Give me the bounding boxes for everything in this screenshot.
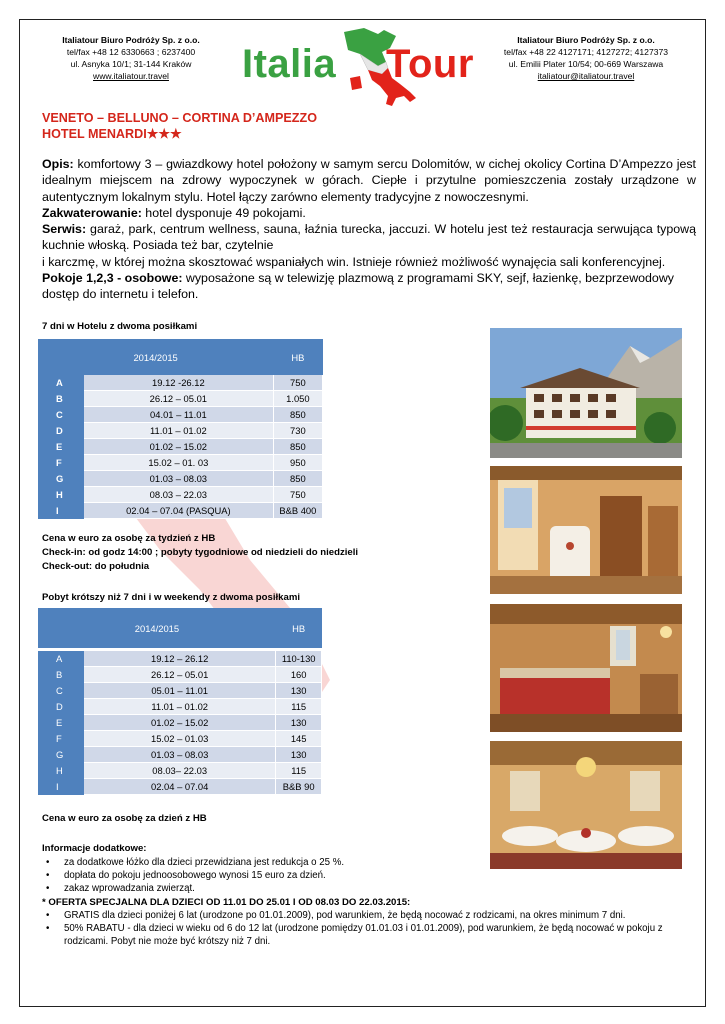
table2-header-period: 2014/2015 [38,608,276,648]
table-cell: 115 [276,763,322,779]
table-cell: 05.01 – 11.01 [84,683,276,699]
table-cell: 115 [276,699,322,715]
table-row [38,423,323,439]
table1-header-period: 2014/2015 [38,339,273,375]
table-cell: 19.12 – 26.12 [84,651,276,667]
table-row [38,407,323,423]
table-cell: 160 [276,667,322,683]
list-item: • dopłata do pokoju jednoosobowego wynosi 15 euro za dzień. [46,870,326,881]
list-item: • zakaz wprowadzania zwierząt. [46,883,195,894]
season-letter: A [38,651,84,667]
table-row [38,731,322,747]
hotel-description [42,156,696,303]
address: ul. Emilii Plater 10/54; 00-669 Warszawa [508,59,664,69]
zakw-label: Zakwaterowanie: [42,205,142,220]
table-row [38,683,322,699]
table-cell: 110-130 [276,651,322,667]
email-link[interactable]: italiatour@italiatour.travel [537,71,635,81]
season-letter: A [38,375,84,391]
table-cell: 04.01 – 11.01 [84,407,273,423]
website-link[interactable]: www.italiatour.travel [93,71,169,81]
season-letter: I [38,503,84,519]
table-cell: 02.04 – 07.04 [84,779,276,795]
checkin-note: Check-in: od godz 14:00 ; pobyty tygodniowe od niedzieli do niedzieli [42,547,359,558]
logo-word-italia: Italia [242,42,337,86]
season-letter: G [38,747,84,763]
hotel-room-photo [490,604,682,732]
season-letter: I [38,779,84,795]
price-note: Cena w euro za osobę za tydzień z HB [42,533,216,544]
table1-header-price: HB [273,339,322,375]
address: ul. Asnyka 10/1; 31-144 Kraków [70,59,192,69]
hotel-exterior-photo [490,328,682,458]
table-cell: 19.12 -26.12 [84,375,273,391]
list-item: • 50% RABATU - dla dzieci w wieku od 6 do 12 lat (urodzone pomiędzy 01.01.03 i 01.01.2009), pod warunkiem, że będą nocować w pokoju z rodzicami. Pobyt nie może być krótszy niż 7 dni. [46,923,663,947]
season-letter: C [38,683,84,699]
season-letter: H [38,763,84,779]
serwis-text: garaż, park, centrum wellness, sauna, łaźnia turecka, jaccuzi. W hotelu jest też restauracja serwująca typową kuchnie włoską. Posiada też bar, czytelnie [42,222,696,253]
table-cell: 11.01 – 01.02 [84,699,276,715]
italiatour-logo [238,24,474,110]
table-cell: 1.050 [273,391,322,407]
table-cell: 01.02 – 15.02 [84,439,273,455]
page-title [42,111,442,142]
table-row [38,391,323,407]
table-cell: 01.03 – 08.03 [84,747,276,763]
special-offer-heading: * OFERTA SPECJALNA DLA DZIECI OD 11.01 DO 25.01 I OD 08.03 DO 22.03.2015: [42,897,411,908]
phone: tel/fax +48 12 6330663 ; 6237400 [66,47,196,57]
table-cell: 130 [276,683,322,699]
table-cell: 850 [273,407,322,423]
season-letter: E [38,715,84,731]
serwis-text-2: i karczmę, w której można skosztować wspaniałych win. Istnieje również możliwość wynajęcia sali konferencyjnej. [42,254,666,269]
table-cell: 130 [276,747,322,763]
serwis-label: Serwis: [42,222,87,237]
table-row [38,375,323,391]
table-cell: 750 [273,375,322,391]
table-row [38,667,322,683]
season-letter: F [38,455,84,471]
company-name: Italiatour Biuro Podróży Sp. z o.o. [62,35,200,45]
table-row [38,715,322,731]
table-cell: 730 [273,423,322,439]
table-cell: 750 [273,487,322,503]
season-letter: F [38,731,84,747]
hotel-stars: ★★★ [146,126,182,141]
table-cell: 02.04 – 07.04 (PASQUA) [84,503,273,519]
additional-info-heading: Informacje dodatkowe: [42,843,147,854]
season-letter: E [38,439,84,455]
table-cell: 08.03– 22.03 [84,763,276,779]
table-cell: B&B 90 [276,779,322,795]
table-row [38,487,323,503]
price-table-weekly [38,339,323,519]
season-letter: B [38,391,84,407]
table-row [38,747,322,763]
season-letter: D [38,699,84,715]
season-letter: B [38,667,84,683]
hotel-restaurant-photo [490,741,682,869]
phone: tel/fax +48 22 4127171; 4127272; 4127373 [503,47,669,57]
logo-word-tour: Tour [386,42,474,86]
table2-header-price: HB [276,608,322,648]
price-table-daily [38,608,322,795]
opis-text: komfortowy 3 – gwiazdkowy hotel położony w samym sercu Dolomitów, w cichej okolicy Cortina D’Ampezzo jest idealnym miejscem na zdrowy wypoczynek w górach. Ciepłe i przytulne pomieszczenia zostały urządzone w autentycznym lokalnym stylu. Hotel łączy zarówno elementy tradycyjne z nowoczesnymi. [42,157,696,204]
table-cell: 15.02 – 01.03 [84,731,276,747]
table-cell: 26.12 – 05.01 [84,667,276,683]
opis-label: Opis: [42,157,74,171]
weekly-info [42,532,358,574]
table-cell: B&B 400 [273,503,322,519]
table-cell: 130 [276,715,322,731]
table-cell: 850 [273,439,322,455]
season-letter: H [38,487,84,503]
table-cell: 01.02 – 15.02 [84,715,276,731]
table-cell: 15.02 – 01. 03 [84,455,273,471]
checkout-note: Check-out: do południa [42,561,150,572]
table-cell: 145 [276,731,322,747]
header-left [46,34,216,82]
table-row [38,439,323,455]
table2-caption: Pobyt krótszy niż 7 dni i w weekendy z dwoma posiłkami [42,592,301,603]
table-row [38,471,323,487]
table-cell: 08.03 – 22.03 [84,487,273,503]
table-row [38,779,322,795]
hotel-name: HOTEL MENARDI [42,127,147,141]
table-row [38,651,322,667]
table1-caption: 7 dni w Hotelu z dwoma posiłkami [42,321,198,332]
table-cell: 11.01 – 01.02 [84,423,273,439]
table-row [38,699,322,715]
header-right [496,34,676,82]
season-letter: G [38,471,84,487]
region-line: VENETO – BELLUNO – CORTINA D’AMPEZZO [42,111,317,125]
list-item: • za dodatkowe łóżko dla dzieci przewidziana jest redukcja o 25 %. [46,857,345,868]
pokoje-label: Pokoje 1,2,3 - osobowe: [42,271,183,286]
table-row [38,763,322,779]
company-name: Italiatour Biuro Podróży Sp. z o.o. [517,35,655,45]
table-cell: 950 [273,455,322,471]
table-cell: 850 [273,471,322,487]
pokoje-text: wyposażone są w telewizję plazmową z programami SKY, sejf, łazienkę, bezprzewodowy dostęp do internetu i telefon. [42,271,674,302]
daily-price-note: Cena w euro za osobę za dzień z HB [42,813,207,824]
table-row [38,455,323,471]
table-row [38,503,323,519]
season-letter: C [38,407,84,423]
table-cell: 26.12 – 05.01 [84,391,273,407]
hotel-lobby-photo [490,466,682,594]
season-letter: D [38,423,84,439]
zakw-text: hotel dysponuje 49 pokojami. [141,205,306,220]
list-item: • GRATIS dla dzieci poniżej 6 lat (urodzone po 01.01.2009), pod warunkiem, że będą nocować z rodzicami, na okres minimum 7 dni. [46,910,626,921]
table-cell: 01.03 – 08.03 [84,471,273,487]
